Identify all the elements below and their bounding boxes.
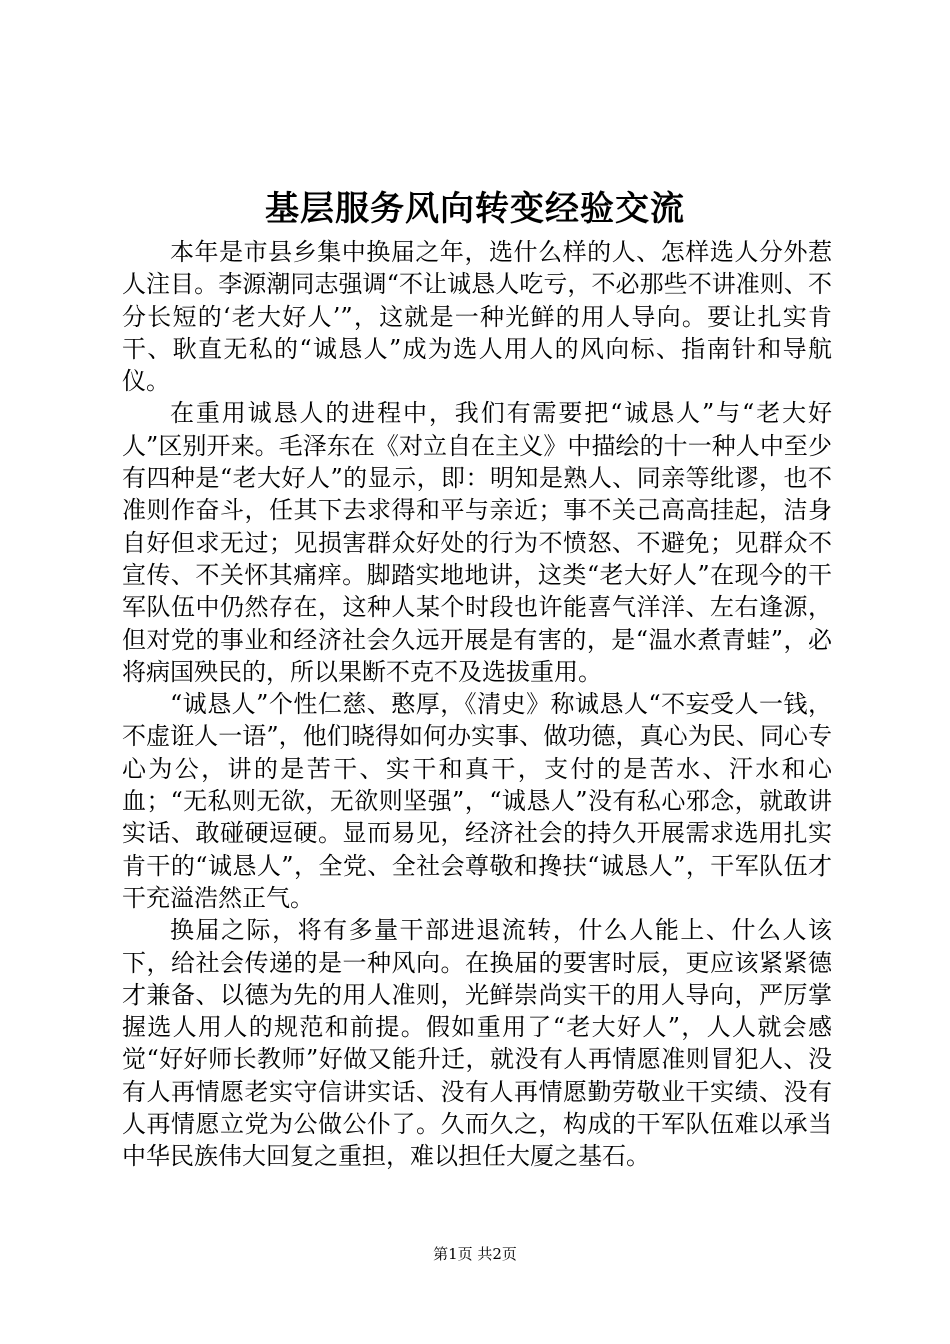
document-title: 基层服务风向转变经验交流 xyxy=(265,189,685,229)
paragraph: 换届之际，将有多量干部进退流转，什么人能上、什么人该下，给社会传递的是一种风向。在换届的要害时辰，更应该紧紧德才兼备、以德为先的用人准则，光鲜崇尚实干的用人导向，严厉掌握选人用人的规范和前提。假如重用了“老大好人”，人人就会感觉“好好师长教师”好做又能升迁，就没有人再情愿准则冒犯人、没有人再情愿老实守信讲实话、没有人再情愿勤劳敬业干实绩、没有人再情愿立党为公做公仆了。久而久之，构成的干军队伍难以承当中华民族伟大回复之重担，难以担任大厦之基石。 xyxy=(122,916,832,1171)
page-footer: 第1页 共2页 xyxy=(433,1245,517,1263)
paragraph: “诚恳人”个性仁慈、憨厚，《清史》称诚恳人“不妄受人一钱，不虚诳人一语”，他们晓得如何办实事、做功德，真心为民、同心专心为公，讲的是苦干、实干和真干，支付的是苦水、汗水和心血；“无私则无欲，无欲则坚强”，“诚恳人”没有私心邪念，就敢讲实话、敢碰硬逗硬。显而易见，经济社会的持久开展需求选用扎实肯干的“诚恳人”，全党、全社会尊敬和搀扶“诚恳人”，干军队伍才干充溢浩然正气。 xyxy=(122,690,832,912)
document-body xyxy=(122,236,832,1173)
paragraph: 本年是市县乡集中换届之年，选什么样的人、怎样选人分外惹人注目。李源潮同志强调“不让诚恳人吃亏，不必那些不讲准则、不分长短的‘老大好人’”，这就是一种光鲜的用人导向。要让扎实肯干、耿直无私的“诚恳人”成为选人用人的风向标、指南针和导航仪。 xyxy=(122,238,832,396)
paragraph: 在重用诚恳人的进程中，我们有需要把“诚恳人”与“老大好人”区别开来。毛泽东在《对立自在主义》中描绘的十一种人中至少有四种是“老大好人”的显示，即：明知是熟人、同亲等纰谬，也不准则作奋斗，任其下去求得和平与亲近；事不关己高高挂起，洁身自好但求无过；见损害群众好处的行为不愤怒、不避免；见群众不宣传、不关怀其痛痒。脚踏实地地讲，这类“老大好人”在现今的干军队伍中仍然存在，这种人某个时段也许能喜气洋洋、左右逢源，但对党的事业和经济社会久远开展是有害的，是“温水煮青蛙”，必将病国殃民的，所以果断不克不及选拔重用。 xyxy=(122,399,832,686)
